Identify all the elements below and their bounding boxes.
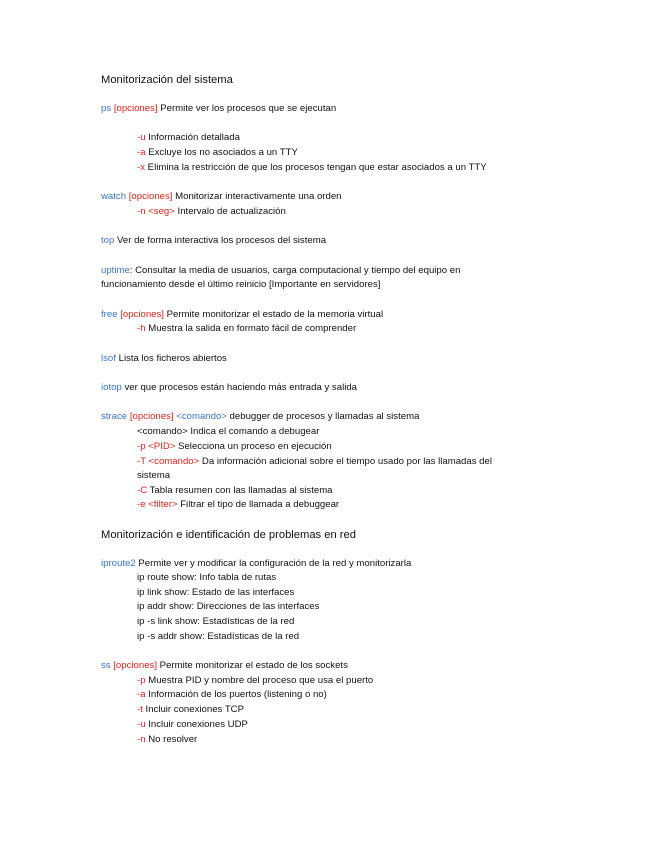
option-flag: -x bbox=[137, 162, 145, 173]
option-item bbox=[137, 441, 332, 453]
option-item bbox=[137, 499, 339, 511]
command-options: [opciones] bbox=[113, 660, 157, 671]
option-text: Muestra la salida en formato fácil de comprender bbox=[145, 323, 357, 334]
command-name: iotop bbox=[101, 382, 122, 393]
command-desc: Lista los ficheros abiertos bbox=[115, 353, 227, 364]
command-iotop bbox=[101, 382, 357, 394]
option-item bbox=[137, 162, 487, 174]
command-desc-continued: funcionamiento desde el último reinicio [Importante en servidores] bbox=[101, 279, 381, 290]
option-flag: -u bbox=[137, 719, 146, 730]
option-flag: -u bbox=[137, 132, 146, 143]
command-strace bbox=[101, 411, 419, 423]
command-name: lsof bbox=[101, 353, 116, 364]
command-desc: Permite monitorizar el estado de la memoria virtual bbox=[163, 309, 384, 320]
option-text: Incluir conexiones UDP bbox=[145, 719, 248, 730]
option-text: Selecciona un proceso en ejecución bbox=[175, 441, 332, 452]
command-watch bbox=[101, 191, 342, 203]
option-flag: -a bbox=[137, 689, 146, 700]
command-argument: <comando> bbox=[176, 411, 227, 422]
option-item bbox=[137, 485, 333, 497]
option-item bbox=[137, 704, 244, 716]
option-text: Información de los puertos (listening o no) bbox=[145, 689, 327, 700]
option-text: Información detallada bbox=[145, 132, 240, 143]
option-item bbox=[137, 734, 197, 746]
command-sub-note: <comando> Indica el comando a debugear bbox=[137, 426, 320, 437]
option-flag: -p bbox=[137, 675, 146, 686]
option-item bbox=[137, 132, 240, 144]
command-name: iproute2 bbox=[101, 558, 136, 569]
command-free bbox=[101, 309, 383, 321]
command-desc: Permite monitorizar el estado de los sockets bbox=[157, 660, 348, 671]
command-desc: ver que procesos están haciendo más entrada y salida bbox=[121, 382, 357, 393]
command-options: [opciones] bbox=[113, 103, 158, 114]
command-name: strace bbox=[101, 411, 128, 422]
option-text: Filtrar el tipo de llamada a debuggear bbox=[177, 499, 340, 510]
command-desc: Permite ver y modificar la configuración de la red y monitorizarla bbox=[135, 558, 412, 569]
command-ps bbox=[101, 103, 336, 115]
command-name: free bbox=[101, 309, 118, 320]
option-item bbox=[137, 689, 327, 701]
command-desc: Permite ver los procesos que se ejecutan bbox=[157, 103, 337, 114]
command-name: watch bbox=[101, 191, 127, 202]
command-iproute2 bbox=[101, 558, 411, 570]
command-name: top bbox=[101, 235, 115, 246]
plain-item: ip addr show: Direcciones de las interfaces bbox=[137, 601, 320, 612]
option-flag: -p <PID> bbox=[137, 441, 176, 452]
option-text: Excluye los no asociados a un TTY bbox=[145, 147, 298, 158]
command-name: ps bbox=[101, 103, 112, 114]
option-text-continued: sistema bbox=[137, 470, 171, 481]
command-options: [opciones] bbox=[120, 309, 164, 320]
option-item bbox=[137, 147, 298, 159]
command-uptime bbox=[101, 265, 460, 277]
plain-item: ip route show: Info tabla de rutas bbox=[137, 572, 277, 583]
option-text: Muestra PID y nombre del proceso que usa el puerto bbox=[145, 675, 374, 686]
plain-item: ip link show: Estado de las interfaces bbox=[137, 587, 295, 598]
option-flag: -a bbox=[137, 147, 146, 158]
plain-item: ip -s link show: Estadísticas de la red bbox=[137, 616, 295, 627]
option-item bbox=[137, 675, 373, 687]
command-desc: Ver de forma interactiva los procesos del sistema bbox=[114, 235, 327, 246]
option-text: Intervalo de actualización bbox=[174, 206, 286, 217]
section-heading: Monitorización del sistema bbox=[101, 74, 233, 86]
command-options: [opciones] bbox=[128, 191, 173, 202]
option-text: Incluir conexiones TCP bbox=[142, 704, 245, 715]
option-item bbox=[137, 323, 356, 335]
command-options: [opciones] bbox=[129, 411, 174, 422]
option-item bbox=[137, 206, 286, 218]
option-item bbox=[137, 719, 248, 731]
command-top bbox=[101, 235, 326, 247]
command-lsof bbox=[101, 353, 227, 365]
option-flag: -e <filter> bbox=[137, 499, 178, 510]
option-text: No resolver bbox=[145, 734, 198, 745]
option-flag: -n <seg> bbox=[137, 206, 175, 217]
command-ss bbox=[101, 660, 348, 672]
command-desc: Monitorizar interactivamente una orden bbox=[172, 191, 342, 202]
option-flag: -h bbox=[137, 323, 146, 334]
option-flag: -t bbox=[137, 704, 143, 715]
command-name: uptime bbox=[101, 265, 130, 276]
plain-item: ip -s addr show: Estadísticas de la red bbox=[137, 631, 300, 642]
option-text: Da información adicional sobre el tiempo usado por las llamadas del bbox=[199, 456, 492, 467]
command-name: ss bbox=[101, 660, 111, 671]
option-item bbox=[137, 456, 492, 468]
command-desc: : Consultar la media de usuarios, carga computacional y tiempo del equipo en bbox=[129, 265, 461, 276]
option-flag: -T <comando> bbox=[137, 456, 200, 467]
command-desc: debugger de procesos y llamadas al sistema bbox=[226, 411, 420, 422]
option-text: Elimina la restricción de que los procesos tengan que estar asociados a un TTY bbox=[145, 162, 487, 173]
option-text: Tabla resumen con las llamadas al sistema bbox=[147, 485, 333, 496]
option-flag: -C bbox=[137, 485, 148, 496]
option-flag: -n bbox=[137, 734, 146, 745]
section-heading: Monitorización e identificación de problemas en red bbox=[101, 529, 356, 541]
